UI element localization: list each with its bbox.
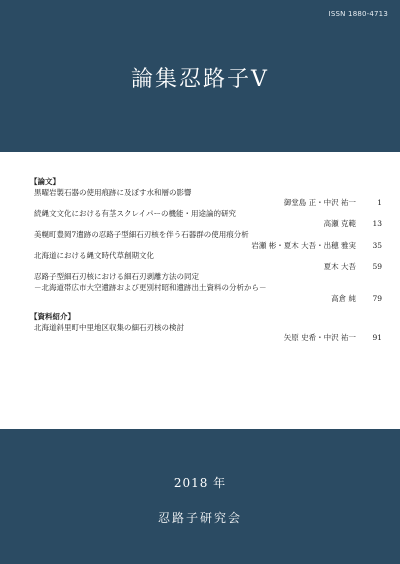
entry-page: 13: [372, 219, 382, 229]
entry-title: 黒曜岩製石器の使用痕跡に及ぼす水和層の影響: [34, 187, 192, 197]
entry-title: 美幌町豊岡7遺跡の忍路子型細石刃核を伴う石器群の使用痕分析: [34, 229, 249, 239]
entry-meta: [30, 219, 382, 230]
toc-entry: [30, 272, 382, 304]
entry-authors: 高倉 純: [331, 293, 356, 303]
entry-authors: 御堂島 正・中沢 祐一: [283, 198, 356, 208]
entry-meta: [30, 294, 382, 305]
entry-meta: [30, 241, 382, 252]
section-label-papers: 【論文】: [30, 177, 60, 186]
entry-title: 続縄文文化における有茎スクレイパーの機能・用途論的研究: [34, 208, 236, 218]
cover-bottom-band: [0, 429, 400, 564]
entry-subtitle: －北海道帯広市大空遺跡および更別村昭和遺跡出土資料の分析から－: [34, 282, 267, 292]
publication-year: 2018 年: [173, 476, 227, 490]
table-of-contents: [30, 177, 382, 344]
entry-meta: [30, 333, 382, 344]
entry-page: 35: [372, 240, 382, 250]
journal-title: 論集忍路子Ⅴ: [131, 67, 269, 92]
toc-entry: [30, 188, 382, 209]
entry-authors: 高瀬 克範: [323, 219, 356, 229]
toc-entry: [30, 323, 382, 344]
entry-page: 1: [377, 198, 382, 208]
entry-page: 59: [372, 261, 382, 271]
section-label-intros: 【資料紹介】: [30, 312, 75, 322]
entry-authors: 夏木 大吾: [323, 261, 356, 271]
publisher-name: 忍路子研究会: [157, 511, 242, 525]
cover-top-band: [0, 0, 400, 152]
section-gap: [30, 304, 382, 312]
toc-entry: [30, 251, 382, 272]
entry-page: 91: [372, 333, 382, 343]
entry-title: 忍路子型細石刃核における細石刃剥離方法の同定: [34, 272, 199, 282]
issn-number: ISSN 1880-4713: [328, 10, 388, 18]
entry-page: 79: [372, 293, 382, 303]
toc-entry: [30, 230, 382, 251]
entry-authors: 岩瀬 彬・夏木 大吾・出穂 雅実: [251, 240, 356, 250]
entry-title: 北海道斜里町中里地区収集の細石刃核の検討: [34, 322, 184, 332]
entry-meta: [30, 198, 382, 209]
toc-entry: [30, 209, 382, 230]
entry-authors: 矢原 史希・中沢 祐一: [283, 333, 356, 343]
entry-meta: [30, 262, 382, 273]
entry-title: 北海道における縄文時代草創期文化: [34, 251, 154, 261]
